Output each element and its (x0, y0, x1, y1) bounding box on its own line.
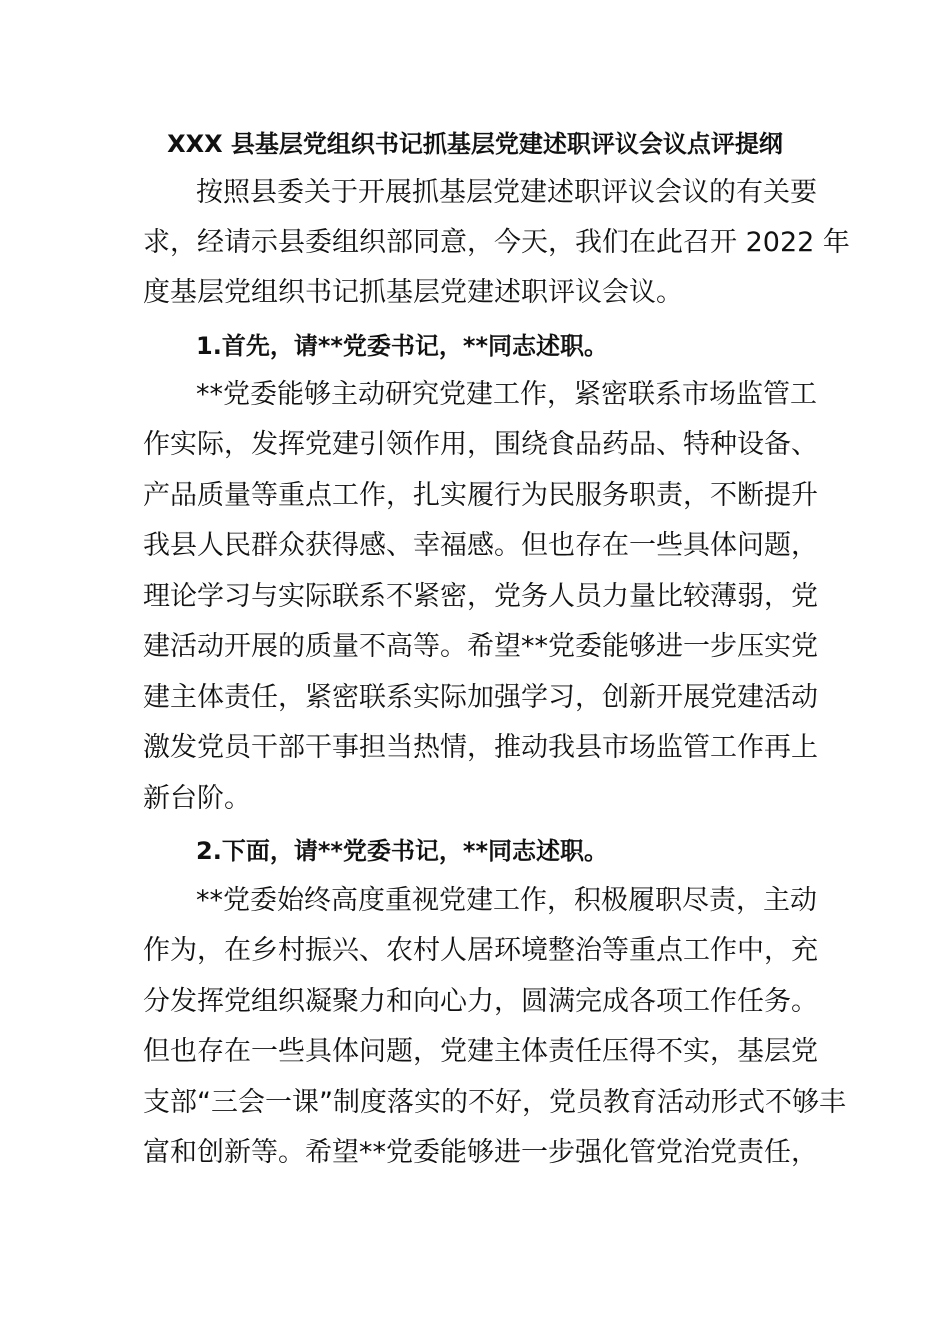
section-1-line: 建活动开展的质量不高等。希望**党委能够进一步压实党 (143, 631, 818, 662)
section-1-line: 建主体责任，紧密联系实际加强学习，创新开展党建活动 (143, 682, 818, 713)
section-2-line: 支部“三会一课”制度落实的不好，党员教育活动形式不够丰 (143, 1087, 846, 1118)
intro-line-3: 度基层党组织书记抓基层党建述职评议会议。 (143, 277, 683, 308)
section-1-line: 产品质量等重点工作，扎实履行为民服务职责，不断提升 (143, 480, 818, 511)
section-2-line: 但也存在一些具体问题，党建主体责任压得不实，基层党 (143, 1036, 818, 1067)
section-2-line: **党委始终高度重视党建工作，积极履职尽责，主动 (196, 885, 817, 916)
section-1-line: 激发党员干部干事担当热情，推动我县市场监管工作再上 (143, 732, 818, 763)
intro-line-1: 按照县委关于开展抓基层党建述职评议会议的有关要 (196, 177, 817, 208)
section-2-line: 分发挥党组织凝聚力和向心力，圆满完成各项工作任务。 (143, 986, 818, 1017)
section-1-heading: 1.首先，请**党委书记，**同志述职。 (196, 332, 609, 360)
section-2-heading: 2.下面，请**党委书记，**同志述职。 (196, 837, 609, 865)
intro-line-2: 求，经请示县委组织部同意，今天，我们在此召开 2022 年 (143, 227, 850, 258)
section-1-line: 理论学习与实际联系不紧密，党务人员力量比较薄弱，党 (143, 581, 818, 612)
document-title: XXX 县基层党组织书记抓基层党建述职评议会议点评提纲 (167, 130, 783, 158)
section-1-line: 新台阶。 (143, 783, 251, 814)
section-2-line: 作为，在乡村振兴、农村人居环境整治等重点工作中，充 (143, 935, 818, 966)
section-2-line: 富和创新等。希望**党委能够进一步强化管党治党责任， (143, 1137, 818, 1168)
section-1-line: **党委能够主动研究党建工作，紧密联系市场监管工 (196, 379, 817, 410)
section-1-line: 我县人民群众获得感、幸福感。但也存在一些具体问题， (143, 530, 818, 561)
section-1-line: 作实际，发挥党建引领作用，围绕食品药品、特种设备、 (143, 429, 818, 460)
